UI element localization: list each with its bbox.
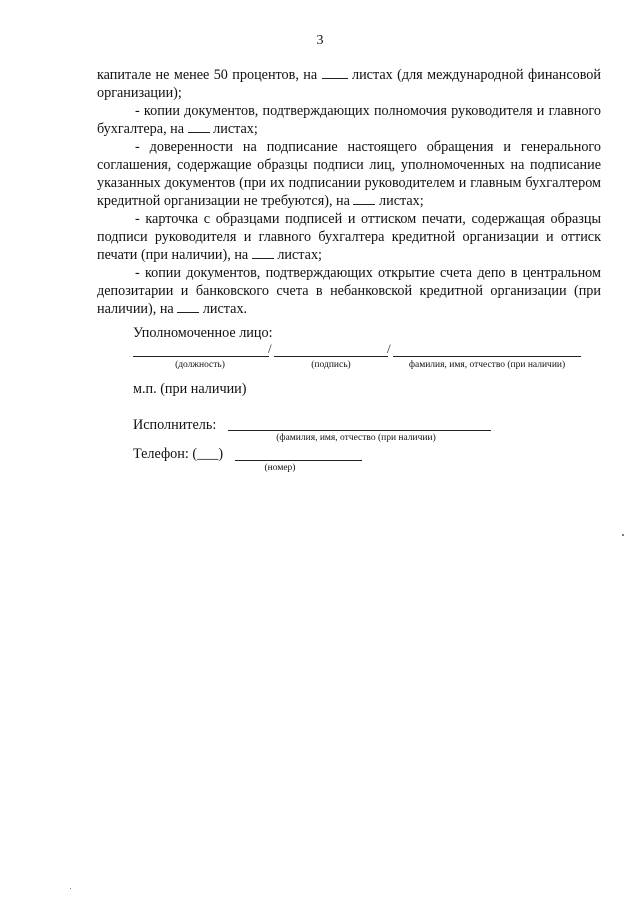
paragraph-text: листах (для международной финансовой организации);	[97, 67, 601, 101]
position-line[interactable]	[133, 356, 269, 357]
executor-label: Исполнитель:	[133, 417, 217, 433]
stamp-label: м.п. (при наличии)	[133, 381, 247, 397]
paragraph-text: листах;	[273, 247, 322, 263]
scan-speck	[622, 534, 624, 536]
sheets-count-blank[interactable]	[322, 66, 348, 79]
paragraph-text: листах.	[199, 301, 248, 317]
separator-slash: /	[387, 341, 391, 356]
scan-speck	[70, 888, 71, 889]
phone-label: Телефон: (___)	[133, 446, 224, 462]
paragraph-signature-card	[97, 210, 601, 264]
paragraph-power-of-attorney	[97, 138, 601, 210]
paragraph-text: - доверенности на подписание настоящего обращения и генерального соглашения, содержащие образцы подписи лиц, уполномоченных на подписание указанных документов (при их подписании руководителем и главным бухгалтером кредитной организации не требуются), на	[97, 139, 601, 209]
paragraph-text: - карточка с образцами подписей и оттиском печати, содержащая образцы подписи руководителя и главного бухгалтера кредитной организации и оттиск печати (при наличии), на	[97, 211, 601, 263]
position-caption: (должность)	[175, 360, 225, 370]
authorized-person-label: Уполномоченное лицо:	[133, 325, 273, 341]
phone-number-line[interactable]	[235, 460, 362, 461]
executor-name-caption: (фамилия, имя, отчество (при наличии)	[276, 433, 436, 443]
paragraph-text: - копии документов, подтверждающих полномочия руководителя и главного бухгалтера, на	[97, 103, 601, 137]
sheets-count-blank[interactable]	[252, 246, 274, 259]
full-name-line[interactable]	[393, 356, 581, 357]
sheets-count-blank[interactable]	[177, 300, 199, 313]
sheets-count-blank[interactable]	[188, 120, 210, 133]
signature-caption: (подпись)	[311, 360, 351, 370]
paragraph-text: листах;	[209, 121, 258, 137]
paragraph-authority-docs	[97, 102, 601, 138]
document-body	[97, 66, 601, 318]
executor-name-line[interactable]	[228, 430, 491, 431]
paragraph-depo-account	[97, 264, 601, 318]
signature-line[interactable]	[274, 356, 388, 357]
separator-slash: /	[268, 341, 272, 356]
sheets-count-blank[interactable]	[353, 192, 375, 205]
paragraph-text: капитале не менее 50 процентов, на	[97, 67, 318, 83]
phone-number-caption: (номер)	[264, 463, 296, 473]
paragraph-capital	[97, 66, 601, 102]
page-number: 3	[316, 33, 324, 48]
full-name-caption: фамилия, имя, отчество (при наличии)	[408, 360, 566, 370]
paragraph-text: - копии документов, подтверждающих открытие счета депо в центральном депозитарии и банковского счета в небанковской кредитной организации (при наличии), на	[97, 265, 601, 317]
paragraph-text: листах;	[375, 193, 424, 209]
